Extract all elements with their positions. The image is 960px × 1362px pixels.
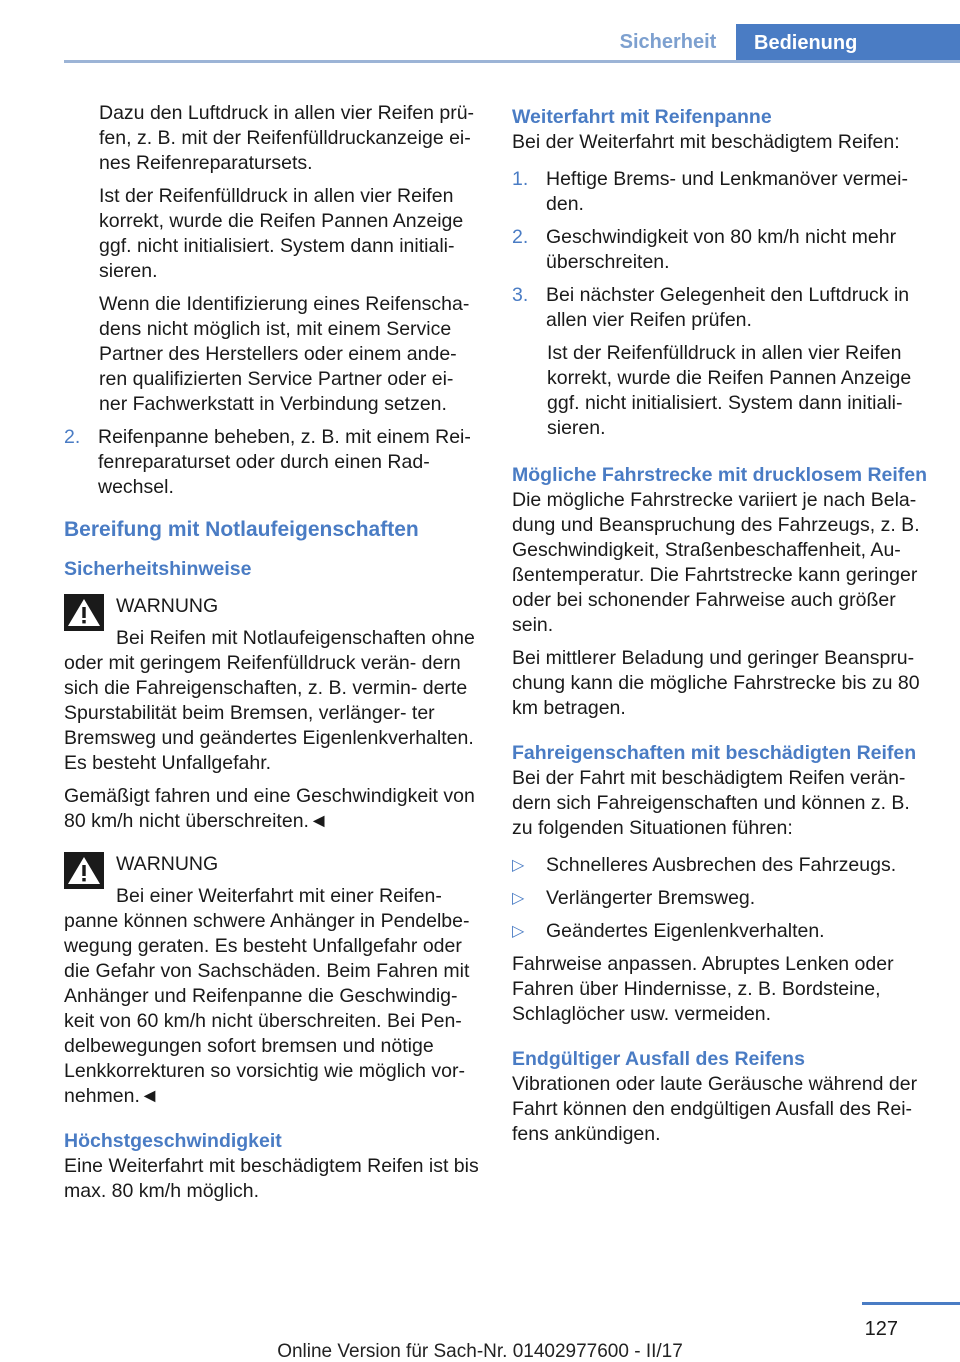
paragraph-handling-intro: Bei der Fahrt mit beschädigtem Reifen verän- dern sich Fahreigenschaften und können z. B. zu folgenden Situationen führen: <box>512 767 910 839</box>
paragraph-moderate-driving: Gemäßigt fahren und eine Geschwindigkeit von 80 km/h nicht überschreiten.◄ <box>64 785 475 832</box>
paragraph-driving-advice: Fahrweise anpassen. Abruptes Lenken oder Fahren über Hindernisse, z. B. Bordsteine, Schlaglöcher usw. vermeiden. <box>512 953 894 1025</box>
list-item <box>512 283 932 333</box>
warning-block-2 <box>64 852 480 1109</box>
list-number: 1. <box>512 168 529 190</box>
list-item-text: Heftige Brems- und Lenkmanöver vermei- den. <box>546 168 908 215</box>
list-number: 2. <box>512 226 529 248</box>
paragraph-max-speed: Eine Weiterfahrt mit beschädigtem Reifen ist bis max. 80 km/h möglich. <box>64 1155 479 1202</box>
right-column <box>512 101 932 1155</box>
heading-possible-distance: Mögliche Fahrstrecke mit drucklosem Reifen <box>512 464 928 486</box>
warning-heading: WARNUNG <box>116 595 219 617</box>
warning-block-1 <box>64 594 480 776</box>
header-rule <box>64 60 960 63</box>
tab-bedienung[interactable]: Bedienung <box>736 24 960 63</box>
list-item-text: Geändertes Eigenlenkverhalten. <box>546 920 825 942</box>
paragraph-continue-intro: Bei der Weiterfahrt mit beschädigtem Reifen: <box>512 131 900 153</box>
paragraph-initialize-system: Ist der Reifenfülldruck in allen vier Reifen korrekt, wurde die Reifen Pannen Anzeige ggf. nicht initialisiert. System dann initiali- sieren. <box>99 185 464 282</box>
triangle-bullet-icon: ▷ <box>512 890 525 907</box>
list-item <box>512 853 932 878</box>
paragraph-contact-service: Wenn die Identifizierung eines Reifenscha- dens nicht möglich ist, mit einem Service Partner des Herstellers oder einem ande- ren qualifizierten Service Partner oder ei- ner Fachwerkstatt in Verbindung setzen. <box>99 293 470 415</box>
paragraph-step3-note: Ist der Reifenfülldruck in allen vier Reifen korrekt, wurde die Reifen Pannen Anzeige ggf. nicht initialisiert. System dann initiali- sieren. <box>547 342 912 439</box>
triangle-bullet-icon: ▷ <box>512 923 525 940</box>
warning-text: Bei einer Weiterfahrt mit einer Reifen- panne können schwere Anhänger in Pendelbe- wegung geraten. Es besteht Unfallgefahr oder die Gefahr von Sachschäden. Beim Fahren mit Anhänger und Reifenpanne die Geschwindig- keit von 60 km/h nicht überschreiten. Bei Pen- delbewegungen sofort bremsen und nötige Lenkkorrekturen so vorsichtig wie möglich vor- nehmen.◄ <box>64 885 470 1107</box>
heading-continue-with-puncture: Weiterfahrt mit Reifenpanne <box>512 106 772 128</box>
warning-triangle-icon <box>64 852 104 889</box>
warning-text: Bei Reifen mit Notlaufeigenschaften ohne oder mit geringem Reifenfülldruck verän- dern sich die Fahreigenschaften, z. B. vermin- derte Spurstabilität beim Bremsen, verlänger- ter Bremsweg und geändertes Eigenlenkverhalten. Es besteht Unfallgefahr. <box>64 627 475 774</box>
list-item-text: Reifenpanne beheben, z. B. mit einem Rei- fenreparaturset oder durch einen Rad- wechsel. <box>98 426 471 498</box>
paragraph-distance-80km: Bei mittlerer Beladung und geringer Beanspru- chung kann die mögliche Fahrstrecke bis zu 80 km betragen. <box>512 647 920 719</box>
paragraph-distance-varies: Die mögliche Fahrstrecke variiert je nach Bela- dung und Beanspruchung des Fahrzeugs, z. B. Geschwindigkeit, Straßenbeschaffenheit, Au- ßentemperatur. Die Fahrtstrecke kann geringer oder bei schonender Fahrweise auch größer sein. <box>512 489 920 636</box>
list-item <box>512 886 932 911</box>
triangle-bullet-icon: ▷ <box>512 857 525 874</box>
heading-final-failure: Endgültiger Ausfall des Reifens <box>512 1048 805 1070</box>
list-item-text: Bei nächster Gelegenheit den Luftdruck in allen vier Reifen prüfen. <box>546 284 910 331</box>
page-number: 127 <box>864 1318 898 1340</box>
list-item <box>512 919 932 944</box>
paragraph-check-pressure: Dazu den Luftdruck in allen vier Reifen prü- fen, z. B. mit der Reifenfülldruckanzeige ei- nes Reifenreparatursets. <box>99 102 475 174</box>
heading-max-speed: Höchstgeschwindigkeit <box>64 1130 282 1152</box>
list-item <box>512 225 932 275</box>
list-number: 3. <box>512 284 529 306</box>
heading-runflat-tires: Bereifung mit Notlaufeigenschaften <box>64 518 419 541</box>
heading-handling-damaged: Fahreigenschaften mit beschädigten Reifen <box>512 742 917 764</box>
warning-heading: WARNUNG <box>116 853 219 875</box>
warning-triangle-icon <box>64 594 104 631</box>
tab-sicherheit[interactable]: Sicherheit <box>619 31 717 53</box>
online-version-footer: Online Version für Sach-Nr. 01402977600 - II/17 <box>277 1341 683 1362</box>
footer-rule <box>862 1302 960 1305</box>
paragraph-final-failure: Vibrationen oder laute Geräusche während der Fahrt können den endgültigen Ausfall des Rei- fens ankündigen. <box>512 1073 918 1145</box>
heading-safety-notes: Sicherheitshinweise <box>64 558 252 580</box>
list-item-text: Verlängerter Bremsweg. <box>546 887 756 909</box>
left-column <box>64 101 480 1212</box>
list-item-text: Schnelleres Ausbrechen des Fahrzeugs. <box>546 854 897 876</box>
list-item-repair-tire <box>64 425 480 500</box>
list-number: 2. <box>64 426 81 448</box>
list-item <box>512 167 932 217</box>
list-item-text: Geschwindigkeit von 80 km/h nicht mehr überschreiten. <box>546 226 897 273</box>
